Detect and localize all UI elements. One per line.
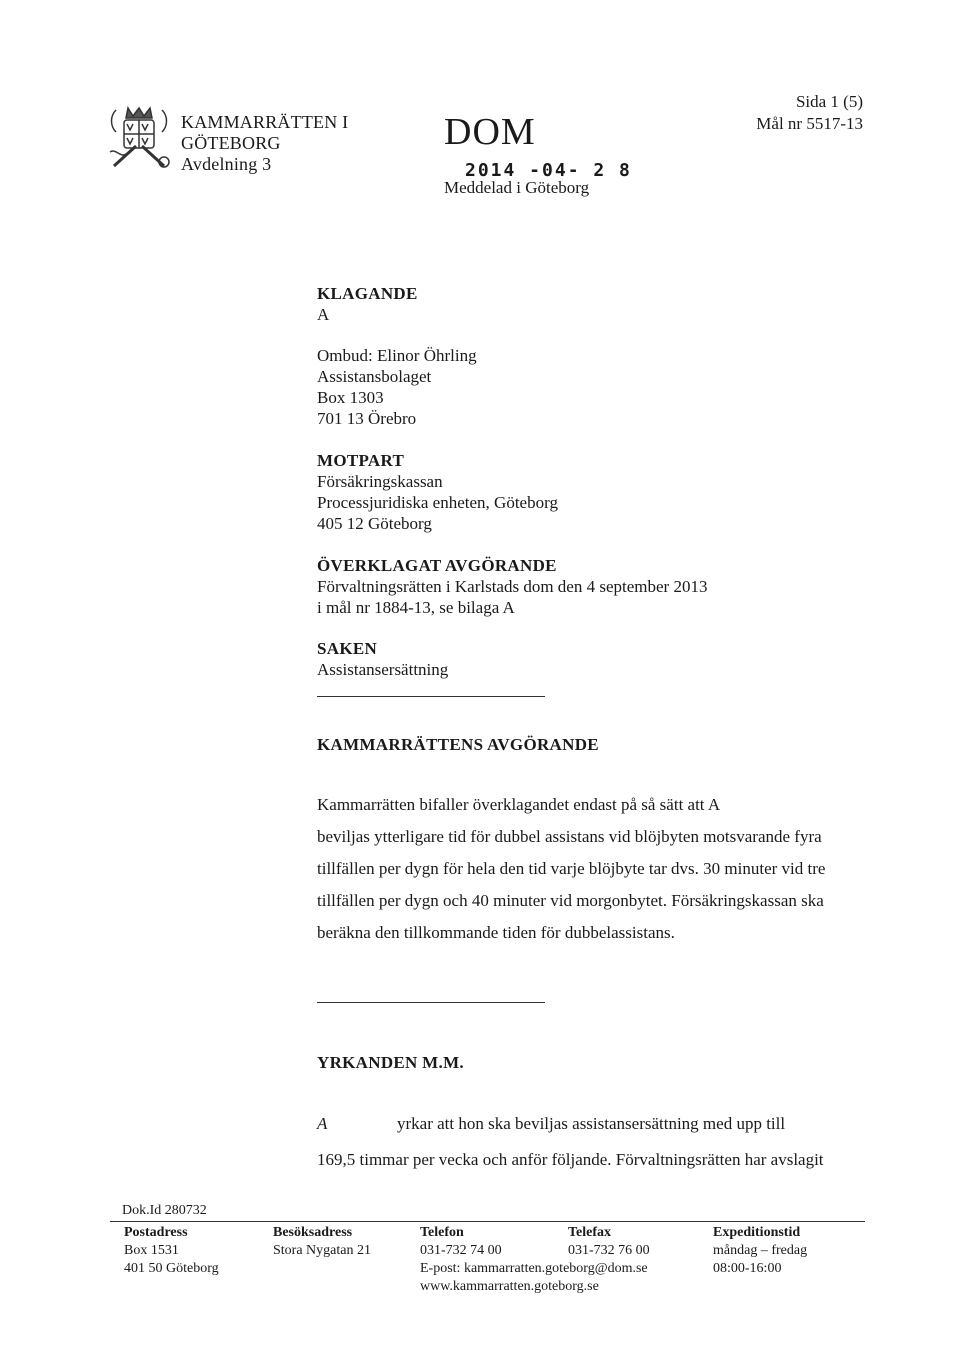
avgorande-line: tillfällen per dygn för hela den tid varje blöjbyte tar dvs. 30 minuter vid tre xyxy=(317,859,826,878)
overklagat-line2: i mål nr 1884-13, se bilaga A xyxy=(317,598,515,617)
saken-heading: SAKEN xyxy=(317,639,378,658)
document-id: Dok.Id 280732 xyxy=(122,1203,207,1218)
motpart-heading: MOTPART xyxy=(317,451,405,470)
yrkanden-line xyxy=(317,1106,877,1142)
issued-location: Meddelad i Göteborg xyxy=(444,178,590,197)
court-name-line1: KAMMARRÄTTEN I xyxy=(181,112,349,132)
case-number: Mål nr 5517-13 xyxy=(756,114,863,133)
motpart-city: 405 12 Göteborg xyxy=(317,514,432,533)
avgorande-line: tillfällen per dygn och 40 minuter vid morgonbytet. Försäkringskassan ska xyxy=(317,891,824,910)
overklagat-line1: Förvaltningsrätten i Karlstads dom den 4 september 2013 xyxy=(317,577,708,596)
court-name xyxy=(181,112,348,175)
besoksadress-line1: Stora Nygatan 21 xyxy=(273,1243,371,1258)
yrkanden-line: 169,5 timmar per vecka och anför följande. Förvaltningsrätten har avslagit xyxy=(317,1150,824,1169)
divider-line xyxy=(317,1002,545,1003)
footer-telefax xyxy=(568,1224,650,1260)
avgorande-line: Kammarrätten bifaller överklagandet endast på så sätt att A xyxy=(317,795,721,814)
postadress-label: Postadress xyxy=(124,1225,188,1240)
klagande-name: A xyxy=(317,305,330,324)
footer-besoksadress xyxy=(273,1224,371,1260)
page-info xyxy=(703,91,863,135)
avgorande-heading: KAMMARRÄTTENS AVGÖRANDE xyxy=(317,735,599,754)
overklagat-heading: ÖVERKLAGAT AVGÖRANDE xyxy=(317,556,557,575)
footer-postadress xyxy=(124,1224,219,1278)
yrkanden-party-name: A xyxy=(317,1114,328,1133)
page-number: Sida 1 (5) xyxy=(795,92,863,111)
motpart-name: Försäkringskassan xyxy=(317,472,443,491)
postadress-line2: 401 50 Göteborg xyxy=(124,1261,219,1276)
klagande-heading: KLAGANDE xyxy=(317,284,418,303)
telefax-label: Telefax xyxy=(568,1225,612,1240)
footer-divider xyxy=(110,1221,865,1222)
ombud-name: Ombud: Elinor Öhrling xyxy=(317,346,477,365)
date-stamp: 2014 -04- 2 8 xyxy=(465,160,632,181)
divider-line xyxy=(317,696,545,697)
yrkanden-text xyxy=(317,1106,877,1178)
besoksadress-label: Besöksadress xyxy=(273,1225,353,1240)
ombud-org: Assistansbolaget xyxy=(317,367,432,386)
motpart-unit: Processjuridiska enheten, Göteborg xyxy=(317,493,558,512)
motpart-section xyxy=(317,450,877,534)
avgorande-line: beräkna den tillkommande tiden för dubbelassistans. xyxy=(317,923,675,942)
saken-text: Assistansersättning xyxy=(317,660,449,679)
telefax-number: 031-732 76 00 xyxy=(568,1243,650,1258)
expeditionstid-days: måndag – fredag xyxy=(713,1243,808,1258)
court-name-line2: GÖTEBORG xyxy=(181,133,281,153)
telefon-number: 031-732 74 00 xyxy=(420,1243,502,1258)
expeditionstid-label: Expeditionstid xyxy=(713,1225,801,1240)
avgorande-text xyxy=(317,789,877,949)
court-coat-of-arms-logo xyxy=(106,102,176,172)
telefon-label: Telefon xyxy=(420,1225,464,1240)
ombud-city: 701 13 Örebro xyxy=(317,409,417,428)
footer-expeditionstid xyxy=(713,1224,807,1278)
overklagat-section xyxy=(317,555,877,618)
klagande-section xyxy=(317,283,877,429)
postadress-line1: Box 1531 xyxy=(124,1243,179,1258)
department: Avdelning 3 xyxy=(181,154,272,174)
document-type-title: DOM xyxy=(444,111,536,153)
yrkanden-line1-text: yrkar att hon ska beviljas assistansersättning med upp till xyxy=(397,1114,786,1133)
expeditionstid-hours: 08:00-16:00 xyxy=(713,1261,782,1276)
saken-section xyxy=(317,638,877,680)
avgorande-line: beviljas ytterligare tid för dubbel assistans vid blöjbyten motsvarande fyra xyxy=(317,827,822,846)
website-link: www.kammarratten.goteborg.se xyxy=(420,1279,599,1294)
email-link: E-post: kammarratten.goteborg@dom.se xyxy=(420,1261,648,1276)
ombud-box: Box 1303 xyxy=(317,388,384,407)
yrkanden-heading: YRKANDEN M.M. xyxy=(317,1053,464,1072)
